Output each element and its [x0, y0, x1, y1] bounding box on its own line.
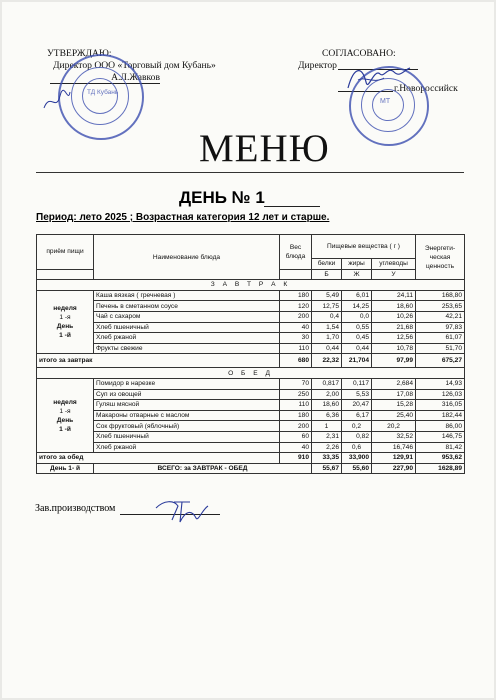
table-row — [37, 322, 465, 333]
dish-fat: 5,53 — [342, 389, 372, 400]
lunch-total-energy: 953,62 — [416, 453, 465, 464]
dish-fat: 6,17 — [342, 410, 372, 421]
dish-energy: 253,65 — [416, 301, 465, 312]
breakfast-total-label: итого за завтрак — [37, 354, 280, 368]
dish-protein: 2,00 — [312, 389, 342, 400]
dish-fat: 0,44 — [342, 343, 372, 354]
table-row — [37, 311, 465, 322]
dish-fat: 0,82 — [342, 431, 372, 442]
dish-weight: 40 — [280, 322, 312, 333]
dish-weight: 250 — [280, 389, 312, 400]
grand-total-carbs: 227,90 — [372, 463, 416, 474]
header-carbs: углеводы — [372, 259, 416, 270]
breakfast-total-row — [37, 354, 465, 368]
dish-energy: 182,44 — [416, 410, 465, 421]
table-row — [37, 290, 465, 301]
dish-name: Фрукты свежие — [94, 343, 280, 354]
dish-carbs: 32,52 — [372, 431, 416, 442]
table-row — [37, 431, 465, 442]
dish-protein: 0,817 — [312, 378, 342, 389]
dish-name: Макароны отварные с маслом — [94, 410, 280, 421]
menu-table — [36, 234, 465, 474]
lunch-section-title: О Б Е Д — [37, 368, 465, 379]
dish-energy: 146,75 — [416, 431, 465, 442]
lunch-total-weight: 910 — [280, 453, 312, 464]
approval-right-title: СОГЛАСОВАНО: — [322, 48, 396, 59]
table-row — [37, 421, 465, 432]
footer-signature — [152, 496, 212, 526]
header-dish: Наименование блюда — [94, 235, 280, 280]
dish-carbs: 15,28 — [372, 400, 416, 411]
header-meal-blank — [37, 269, 94, 280]
footer-label: Зав.производством — [35, 503, 116, 514]
header-energy: Энергети-ческая ценность — [416, 235, 465, 280]
header-u: У — [372, 269, 416, 280]
dish-carbs: 25,40 — [372, 410, 416, 421]
lunch-total-protein: 33,35 — [312, 453, 342, 464]
dish-protein: 1 — [312, 421, 342, 432]
table-row — [37, 410, 465, 421]
header-weight: Вес блюда — [280, 235, 312, 270]
table-row — [37, 333, 465, 344]
table-row — [37, 400, 465, 411]
dish-energy: 42,21 — [416, 311, 465, 322]
header-nutrients: Пищевые вещества ( г ) — [312, 235, 416, 259]
dish-energy: 168,80 — [416, 290, 465, 301]
dish-weight: 30 — [280, 333, 312, 344]
dish-weight: 110 — [280, 343, 312, 354]
approval-right-city: г.Новороссийск — [394, 83, 458, 94]
dish-protein: 2,31 — [312, 431, 342, 442]
grand-total-day: День 1- й — [37, 463, 94, 474]
dish-name: Суп из овощей — [94, 389, 280, 400]
dish-energy: 316,05 — [416, 400, 465, 411]
dish-carbs: 24,11 — [372, 290, 416, 301]
dish-fat: 6,01 — [342, 290, 372, 301]
dish-energy: 51,70 — [416, 343, 465, 354]
dish-protein: 12,75 — [312, 301, 342, 312]
header-b: Б — [312, 269, 342, 280]
header-weight-blank — [280, 269, 312, 280]
dish-carbs: 21,68 — [372, 322, 416, 333]
dish-weight: 120 — [280, 301, 312, 312]
page-title: МЕНЮ — [199, 127, 330, 170]
dish-energy: 97,83 — [416, 322, 465, 333]
lunch-meal-cell: неделя 1 -я День 1 -й — [37, 378, 94, 452]
breakfast-total-carbs: 97,99 — [372, 354, 416, 368]
dish-protein: 5,49 — [312, 290, 342, 301]
breakfast-total-protein: 22,32 — [312, 354, 342, 368]
dish-name: Хлеб пшеничный — [94, 431, 280, 442]
dish-fat: 0,2 — [342, 421, 372, 432]
breakfast-meal-cell: неделя 1 -я День 1 -й — [37, 290, 94, 354]
breakfast-total-weight: 680 — [280, 354, 312, 368]
dish-energy: 126,03 — [416, 389, 465, 400]
grand-total-protein: 55,67 — [312, 463, 342, 474]
dish-fat: 14,25 — [342, 301, 372, 312]
dish-energy: 14,93 — [416, 378, 465, 389]
left-stamp-center: ТД Кубань — [87, 89, 119, 96]
dish-weight: 200 — [280, 311, 312, 322]
table-row — [37, 343, 465, 354]
grand-total-label: ВСЕГО: за ЗАВТРАК - ОБЕД — [94, 463, 312, 474]
approval-left-name: А.Л.Жавков — [50, 72, 160, 84]
lunch-total-row — [37, 453, 465, 464]
dish-protein: 0,44 — [312, 343, 342, 354]
approval-right-position: Директор — [298, 60, 337, 71]
grand-total-row — [37, 463, 465, 474]
breakfast-total-fat: 21,704 — [342, 354, 372, 368]
dish-fat: 0,6 — [342, 442, 372, 453]
dish-fat: 0,45 — [342, 333, 372, 344]
dish-weight: 180 — [280, 410, 312, 421]
breakfast-section-title: З А В Т Р А К — [37, 280, 465, 291]
header-zh: Ж — [342, 269, 372, 280]
dish-protein: 0,4 — [312, 311, 342, 322]
grand-total-energy: 1628,89 — [416, 463, 465, 474]
dish-weight: 40 — [280, 442, 312, 453]
dish-carbs: 17,08 — [372, 389, 416, 400]
dish-fat: 0,0 — [342, 311, 372, 322]
dish-energy: 86,00 — [416, 421, 465, 432]
period-line: Период: лето 2025 ; Возрастная категория 12 лет и старше. — [36, 212, 330, 223]
dish-name: Сок фруктовый (яблочный) — [94, 421, 280, 432]
approval-left-position: Директор ООО «Торговый дом Кубань» — [53, 60, 216, 71]
right-stamp-center: МТ — [380, 98, 391, 105]
dish-name: Чай с сахаром — [94, 311, 280, 322]
lunch-total-carbs: 129,91 — [372, 453, 416, 464]
dish-protein: 2,26 — [312, 442, 342, 453]
table-row — [37, 378, 465, 389]
header-fat: жиры — [342, 259, 372, 270]
breakfast-total-energy: 675,27 — [416, 354, 465, 368]
dish-energy: 81,42 — [416, 442, 465, 453]
dish-energy: 61,07 — [416, 333, 465, 344]
lunch-total-label: итого за обед — [37, 453, 280, 464]
dish-weight: 110 — [280, 400, 312, 411]
dish-protein: 18,60 — [312, 400, 342, 411]
dish-fat: 0,117 — [342, 378, 372, 389]
left-signature — [42, 86, 72, 116]
dish-carbs: 10,78 — [372, 343, 416, 354]
lunch-total-fat: 33,900 — [342, 453, 372, 464]
dish-weight: 200 — [280, 421, 312, 432]
day-label: ДЕНЬ № 1 — [179, 188, 265, 207]
dish-fat: 0,55 — [342, 322, 372, 333]
dish-carbs: 2,684 — [372, 378, 416, 389]
dish-carbs: 10,26 — [372, 311, 416, 322]
dish-carbs: 16,746 — [372, 442, 416, 453]
dish-name: Гуляш мясной — [94, 400, 280, 411]
dish-carbs: 12,56 — [372, 333, 416, 344]
dish-name: Помидор в нарезке — [94, 378, 280, 389]
right-signature — [344, 62, 414, 96]
dish-name: Хлеб пшеничный — [94, 322, 280, 333]
table-row — [37, 442, 465, 453]
dish-carbs: 18,60 — [372, 301, 416, 312]
dish-protein: 1,54 — [312, 322, 342, 333]
dish-name: Каша вязкая ( гречневая ) — [94, 290, 280, 301]
header-meal: приём пищи — [37, 235, 94, 270]
approval-left-title: УТВЕРЖДАЮ: — [47, 48, 112, 59]
menu-sheet — [2, 2, 494, 698]
dish-weight: 60 — [280, 431, 312, 442]
dish-protein: 1,70 — [312, 333, 342, 344]
dish-name: Хлеб ржаной — [94, 333, 280, 344]
dish-fat: 20,47 — [342, 400, 372, 411]
grand-total-fat: 55,60 — [342, 463, 372, 474]
day-underline — [264, 189, 320, 207]
title-divider — [36, 172, 464, 173]
dish-weight: 70 — [280, 378, 312, 389]
dish-name: Хлеб ржаной — [94, 442, 280, 453]
table-row — [37, 301, 465, 312]
header-protein: белки — [312, 259, 342, 270]
dish-weight: 180 — [280, 290, 312, 301]
dish-protein: 6,36 — [312, 410, 342, 421]
dish-name: Печень в сметанном соусе — [94, 301, 280, 312]
table-row — [37, 389, 465, 400]
dish-carbs: 20,2 — [372, 421, 416, 432]
